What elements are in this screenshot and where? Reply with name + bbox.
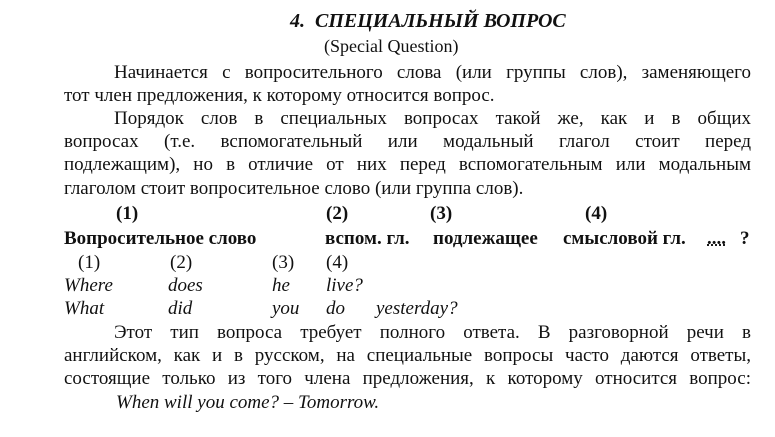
example2-word4: do — [326, 298, 345, 319]
example-number-2: (2) — [170, 252, 193, 273]
example1-word1: Where — [64, 275, 113, 296]
scheme-number-1: (1) — [116, 203, 139, 224]
paragraph2-line4: глаголом стоит вопросительное слово (или группа слов). — [64, 178, 524, 199]
section-heading: СПЕЦИАЛЬНЫЙ ВОПРОС — [315, 10, 566, 32]
section-subtitle: (Special Question) — [324, 36, 459, 56]
scheme-ellipsis: .... — [707, 228, 726, 249]
example1-word2: does — [168, 275, 203, 296]
paragraph3-line3: состоящие только из того члена предложения, к которому относится вопрос: — [64, 368, 751, 389]
paragraph2-line1: Порядок слов в специальных вопросах такой же, как и в общих — [114, 108, 751, 129]
scheme-question-mark: ? — [740, 228, 750, 249]
paragraph3-line2: английском, как и в русском, на специальные вопросы часто даются ответы, — [64, 345, 751, 366]
scheme-number-2: (2) — [326, 203, 349, 224]
paragraph1-line1: Начинается с вопросительного слова (или группы слов), заменяющего — [114, 62, 751, 83]
example2-word2: did — [168, 298, 193, 319]
example-answer: When will you come? – Tomorrow. — [116, 392, 380, 413]
paragraph1-line2: тот член предложения, к которому относится вопрос. — [64, 85, 495, 106]
scheme-subject: подлежащее — [433, 228, 538, 249]
scheme-main-verb: смысловой гл. — [563, 228, 686, 249]
scheme-auxiliary-verb: вспом. гл. — [325, 228, 410, 249]
example2-word3: you — [272, 298, 300, 319]
paragraph2-line3: подлежащим), но в отличие от них перед вспомогательным или модальным — [64, 154, 751, 175]
section-title — [290, 10, 566, 32]
scheme-number-4: (4) — [585, 203, 608, 224]
example2-word1: What — [64, 298, 105, 319]
scheme-number-3: (3) — [430, 203, 453, 224]
example-number-4: (4) — [326, 252, 349, 273]
example1-word4: live? — [326, 275, 363, 296]
example-number-1: (1) — [78, 252, 101, 273]
paragraph3-line1: Этот тип вопроса требует полного ответа. В разговорной речи в — [114, 322, 751, 343]
example2-word5: yesterday? — [376, 298, 458, 319]
paragraph2-line2: вопросах (т.е. вспомогательный или модальный глагол стоит перед — [64, 131, 751, 152]
section-number: 4. — [290, 10, 305, 32]
scheme-question-word: Вопросительное слово — [64, 228, 257, 249]
example1-word3: he — [272, 275, 290, 296]
example-number-3: (3) — [272, 252, 295, 273]
